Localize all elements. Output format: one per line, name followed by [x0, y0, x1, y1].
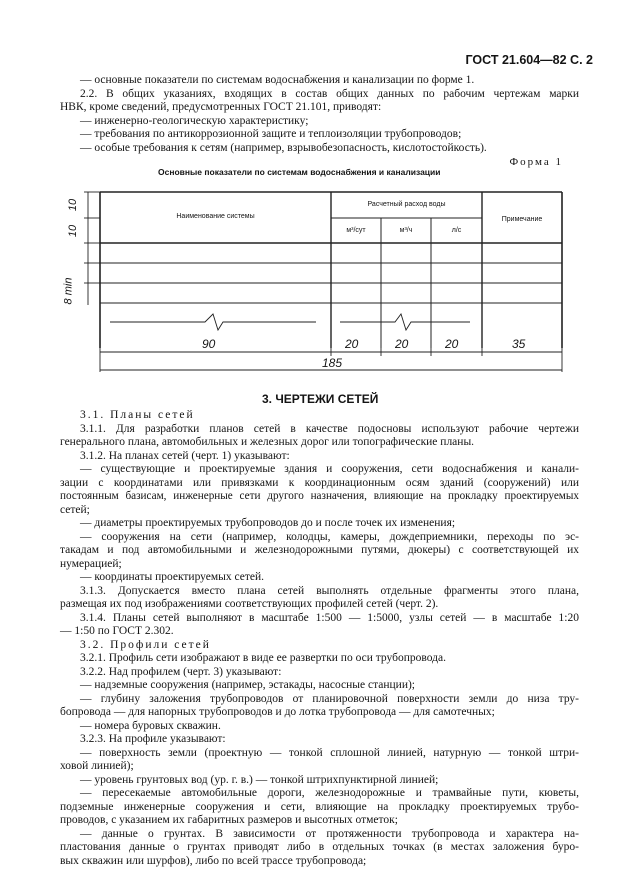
body-line: — координаты проектируемых сетей.	[80, 571, 265, 583]
col-header-l-sec: л/с	[451, 227, 462, 234]
body-line: 3.1.1. Для разработки планов сетей в качестве подосновы используют рабочие чертежи	[80, 423, 579, 435]
col-header-m3-hour: м³/ч	[399, 227, 413, 234]
dim-90: 90	[202, 337, 216, 351]
form-label: Форма 1	[509, 156, 563, 168]
col-header-note: Примечание	[501, 216, 543, 223]
dim-185: 185	[322, 356, 343, 370]
body-line: 3.1.3. Допускается вместо плана сетей выполнять отдельные фрагменты этого плана,	[80, 585, 579, 597]
col-header-water-flow: Расчетный расход воды	[367, 201, 446, 208]
body-line: такадам и под автомобильными и железнодорожными путями, дюкеры) с соответствующей их	[60, 544, 579, 556]
intro-line-1: — основные показатели по системам водоснабжения и канализации по форме 1.	[80, 74, 475, 86]
intro-line-3: НВК, кроме сведений, предусмотренных ГОСТ 21.101, приводят:	[60, 101, 382, 113]
body-line: 3.1.4. Планы сетей выполняют в масштабе 1:500 — 1:5000, узлы сетей — в масштабе 1:20	[80, 612, 579, 624]
body-line: — данные о грунтах. В зависимости от протяженности трубопровода и характера на-	[80, 828, 579, 840]
body-line: проводов, с указанием их габаритных размеров и высотных отметок;	[60, 814, 398, 826]
body-line: подземные инженерные сооружения и сети, влияющие на прокладку проектируемых трубо-	[60, 801, 579, 813]
body-line: — номера буровых скважин.	[80, 720, 221, 732]
body-line: зации с координатами или привязками к координационным осям зданий (сооружений) или	[60, 477, 579, 489]
body-line: бопровода — для напорных трубопроводов и до лотка трубопровода — для самотечных;	[60, 706, 495, 718]
body-line: пластования данные о грунтах приводят либо в отдельных точках (в местах заложения буро-	[60, 841, 579, 853]
body-line: — диаметры проектируемых трубопроводов до и после точек их изменения;	[80, 517, 456, 529]
dim-35: 35	[512, 337, 526, 351]
dim-8min: 8 min	[62, 277, 75, 305]
body-line: постоянным базисам, инженерные сети другого назначения, влияющие на прокладку проектируемых	[60, 490, 579, 502]
body-line: генерального плана, автомобильных и железных дорог или топографические планы.	[60, 436, 475, 448]
body-line: — уровень грунтовых вод (ур. г. в.) — тонкой штрихпунктирной линией;	[80, 774, 439, 786]
body-line: вых скважин или шурфов), либо по всей трассе трубопровода;	[60, 855, 367, 867]
body-line: 3.2.2. Над профилем (черт. 3) указывают:	[80, 666, 282, 678]
body-line: ховой линией);	[60, 760, 134, 772]
dim-20-c: 20	[445, 337, 459, 351]
dim-10-second: 10	[67, 224, 80, 238]
body-line: — 1:50 по ГОСТ 2.302.	[60, 625, 174, 637]
dim-20-b: 20	[395, 337, 409, 351]
body-line: 3.2.3. На профиле указывают:	[80, 733, 226, 745]
body-line: сетей;	[60, 504, 90, 516]
intro-line-2: 2.2. В общих указаниях, входящих в состав общих данных по рабочим чертежам марки	[80, 88, 579, 100]
col-header-system-name: Наименование системы	[176, 213, 255, 220]
subsection-3-2-heading: 3.2. Профили сетей	[80, 639, 211, 651]
intro-line-5: — требования по антикоррозионной защите и теплоизоляции трубопроводов;	[80, 128, 462, 140]
intro-line-4: — инженерно-геологическую характеристику;	[80, 115, 309, 127]
body-line: — сооружения на сети (например, колодцы, камеры, дождеприемники, переходы по эс-	[80, 531, 579, 543]
page-header-reference: ГОСТ 21.604—82 С. 2	[465, 53, 593, 67]
body-line: 3.1.2. На планах сетей (черт. 1) указывают:	[80, 450, 290, 462]
body-line: — надземные сооружения (например, эстакады, насосные станции);	[80, 679, 415, 691]
col-header-m3-day: м³/сут	[346, 227, 366, 234]
body-line: нумерацией;	[60, 558, 122, 570]
subsection-3-1-heading: 3.1. Планы сетей	[80, 409, 195, 421]
body-line: размещая их под изображениями соответствующих профилей сетей (черт. 2).	[60, 598, 439, 610]
section-title: 3. ЧЕРТЕЖИ СЕТЕЙ	[262, 392, 379, 406]
dim-10-top: 10	[67, 198, 80, 212]
body-line: — существующие и проектируемые здания и сооружения, сети водоснабжения и канали-	[80, 463, 579, 475]
body-line: — пересекаемые автомобильные дороги, железнодорожные и трамвайные пути, кюветы,	[80, 787, 579, 799]
body-line: 3.2.1. Профиль сети изображают в виде ее развертки по оси трубопровода.	[80, 652, 446, 664]
intro-line-6: — особые требования к сетям (например, взрывобезопасность, кислотостойкость).	[80, 142, 487, 154]
body-line: — поверхность земли (проектную — тонкой сплошной линией, натурную — тонкой штри-	[80, 747, 579, 759]
form-title: Основные показатели по системам водоснабжения и канализации	[158, 167, 441, 177]
dim-20-a: 20	[345, 337, 359, 351]
body-line: — глубину заложения трубопроводов от планировочной поверхности земли до низа тру-	[80, 693, 579, 705]
